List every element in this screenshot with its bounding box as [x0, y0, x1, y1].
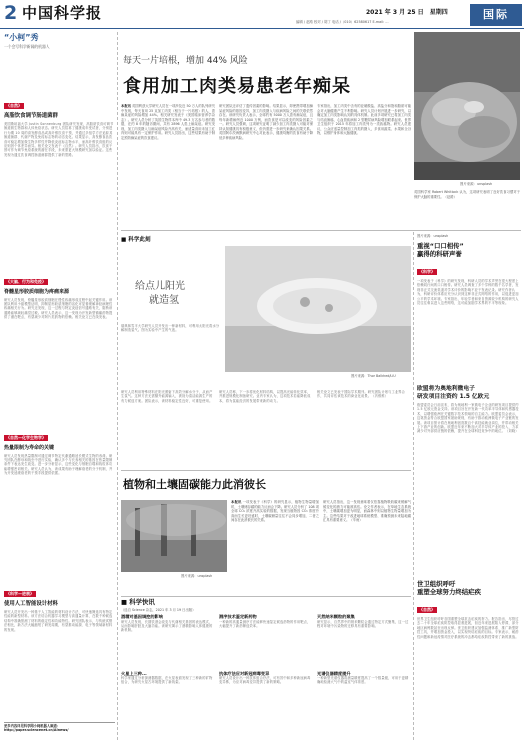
- right-story-2-body: 欧盟委员会日前宣布，将为奥地利一家微电子企业的研发项目提供约 1.5 亿欧元资金支持。该项目旨在开发新一代功率半导体和传感器技术，以增强欧洲在关键数字技术领域的自主能力。欧盟委员会表示，这笔资金符合欧盟国家援助规则，有助于推动欧洲微电子产业链的发展。该项目预计将在奥地利创造数百个高技能就业岗位，并带动相关上下游产业的创新。欧盟近年来不断加大对半导体产业的投入，力求减少对外部供应链的依赖，提升在全球科技竞争中的地位。（刘晓）: [417, 403, 519, 434]
- article-body: 美国斯坦福大学 Justin Sonnenburg 团队研究发现，高脂肪饮食可调节肠道微生物群和人体免疫状态。研究人员招募了健康成年受试者，分别进行为期 10 周的高发酵食品或高纤维饮食干预，并通过多组学方法追踪其肠道菌群、代谢产物及免疫标志物的动态变化。结果显示，高发酵食品饮食可稳定增加微生物多样性并降低炎症标志物水平，而高纤维饮食组的反应则因个体差异而异。相关论文发表于《自然》。研究人员指出，饮食干预可作为调节免疫系统的潜在手段，未来需更大规模研究加以验证。这些发现为通过饮食调控肠道菌群提供了新的思路。: [4, 122, 114, 157]
- flash-col-3: [317, 614, 411, 738]
- science-photo-body: 瑞典林雪平大学研究人员开发出一种新材料，可利用太阳光将水分解制造氢气。图为实验中产生的气泡。: [121, 324, 220, 333]
- science-headline-1: 给点儿阳光: [135, 281, 185, 292]
- lead-byline: 本报讯: [121, 104, 131, 108]
- right-story-1: [417, 242, 521, 382]
- lead-body-2: 研究团队还评估了遗传因素的影响。结果显示，即使携带增加痴呆症风险的基因变异，加工肉类摄入与疾病风险之间的关联依然存在。该研究负责人表示，全球约有 5000 万人患有痴呆症，且每年新增病例近 1000 万例，而饮食是可以改变的风险因素之一。研究人员强调，这项研究证明了减少加工肉类摄入可能对保持认知健康具有积极意义，但仍需进一步研究来确认因果关系。英国阿尔茨海默病研究中心对此表示，健康均衡的饮食有助于降低多种疾病风险。: [219, 104, 313, 140]
- flash-item-body: 一种新型光谱仪器将测量精度提高了一个数量级，可用于更精确地检测大气中的温室气体浓度。: [317, 676, 409, 685]
- lead-kicker: 每天一片培根，增加 44% 风险: [123, 56, 248, 66]
- lead-story: [121, 32, 411, 228]
- lead-body-3: 专家指出，加工肉类中含有的亚硝酸盐、高盐分和饱和脂肪可能会对大脑健康产生不利影响。研究人员计划开展进一步研究，以确定加工肉类影响认知的具体机制。此前多项研究已将加工肉类与结直肠癌、心血管疾病和 2 型糖尿病风险增加联系起来。世界卫生组织于 2015 年将加工肉类列为一类致癌物。研究人员建议，公众应适量控制加工肉类的摄入，多食用蔬菜、水果和全谷物，以维护身体和大脑健康。: [317, 104, 411, 135]
- right-caption: 图片来源：unsplash: [417, 234, 449, 238]
- weekday-text: 星期四: [429, 9, 448, 16]
- article-title: 热量限制为寿命的关键: [4, 445, 55, 451]
- right-story-3-title-1: 世卫组织呼吁: [417, 580, 456, 588]
- right-story-1-body: 一项发表于《科学》的研究发现，科研人员的学术声誉在很大程度上依赖同行间的口口相传。研究人员调查了多个学科的数千名学者，发现非正式交流渠道对学术评价的影响不亚于发表记录。研究作者认为，科研评价体系应充分认识到这种非正式网络的作用，以促进更加公平的学术环境。专家指出，年轻学者和来自资源较少机构的研究人员往往难以进入这些网络，这可能加剧学术界的不平等现象。: [417, 279, 519, 306]
- section-tab: [470, 4, 522, 26]
- flash-item-title: 测序技术鉴定新药物: [219, 614, 257, 619]
- flask-photo: [225, 246, 411, 372]
- soil-byline: 本报讯: [231, 500, 242, 504]
- left-footer: 更多内容详见科学网小柯机器人频道：http://paper.sciencenet.cn/AInews/: [4, 722, 115, 736]
- left-article-3: [4, 424, 115, 574]
- article-source-label: 《自然—化学生物学》: [6, 435, 46, 440]
- lead-divider: [121, 230, 521, 231]
- masthead: [0, 0, 524, 30]
- article-body: 研究人员开发出一种基于人工智能的材料设计方法，可快速筛选具有特定性能的新型材料。该方法结合机器学习模型与高通量计算，在数千种候选结构中准确预测了材料的稳定性和功能特性。研究团队表示，与传统试错法相比，新方法大幅缩短了研发周期，有望推动能源、电子等领域新材料的发现。: [4, 610, 113, 632]
- right-story-2: [417, 386, 521, 576]
- left-article-4: [4, 580, 115, 720]
- editor-line: 编辑 / 赵路 校对 / 胡丁 电话 /（010）62580617 E-mail: ...: [296, 20, 389, 24]
- mid-divider: [121, 470, 411, 471]
- flash-col-2: [219, 614, 313, 738]
- science-headline-2: 就造氢: [149, 295, 179, 306]
- forest-photo: [121, 500, 227, 572]
- flash-item-title: 抗体疗法应对新冠病毒变异: [219, 670, 270, 676]
- xiaoke-subtitle: 一个会写科学新闻的机器人: [4, 44, 50, 49]
- date-text: 2021 年 3 月 25 日: [366, 9, 424, 16]
- right-story-3-body: 世界卫生组织呼吁各国重塑全球抗击疟疾的努力。报告指出，尽管过去二十年全球疟疾防控取得显著进展，但近年来进展陷入停滞，部分地区病例数甚至出现反弹。世卫组织建议加强监测体系、推广新型防控工具，并增加资金投入，以实现终结疟疾的目标。专家表示，耐药性问题和新冠疫情对医疗系统的冲击都给疟疾防控带来了新的挑战。: [417, 617, 519, 639]
- soil-image-caption: 图片来源：unsplash: [181, 574, 213, 578]
- left-article-2: [4, 268, 115, 418]
- xiaoke-title: “小柯”秀: [4, 33, 39, 42]
- flash-item-title: 天然纳米颗粒的聚集: [317, 614, 355, 619]
- right-story-3-title-2: 重塑全球努力终结疟疾: [417, 588, 481, 596]
- flash-title-text: 科学快讯: [129, 598, 155, 606]
- lead-body-1: 本报讯 英国利兹大学研究人员在一项涉及近 50 万人的队列研究中发现，每天食用 25 克加工肉类（相当于一片培根）的人，患痴呆症的风险增加 44%。相关研究发表于《美国临床营养学杂志》。研究人员分析了英国生物样本库中 49.3 万名参与者的数据，在约 8 年的随访期间，共有 2896 人患上痴呆症。研究发现，加工肉类摄入与痴呆症风险升高有关，而适量食用未加工红肉则可能具有一定保护作用。研究人员指出，这些结果有助于制定预防痴呆症的饮食建议。: [121, 104, 215, 140]
- section-name: 国际: [483, 8, 509, 21]
- masthead-rule: [0, 28, 524, 29]
- right-body-top: 英国科学家 Robert Whitlock 认为，这项研究表明了良好饮食习惯对于保护大脑的重要性。（赵路）: [414, 190, 520, 199]
- right-story-2-title-2: 研发项目注资约 1.5 亿欧元: [417, 393, 490, 400]
- science-text-2: 研究人员称，下一步将优化材料结构，以提高光能转化效率，并推进规模化制备研究。业内专家认为，这项技术若能降低成本，将为氢能经济的发展带来新的动力。: [219, 390, 311, 403]
- science-photo-block: [121, 236, 411, 386]
- science-text-block: [121, 390, 411, 468]
- soil-headline: 植物和土壤固碳能力此消彼长: [123, 478, 266, 491]
- article-title: 高脂饮食调节肠道菌群: [4, 113, 58, 119]
- science-photo-credit: 图片来源：Thor Balkhed/LiU: [351, 374, 396, 378]
- science-photo-label-text: 科学此刻: [128, 237, 151, 243]
- article-title: 使用人工智能设计材料: [4, 601, 58, 607]
- article-body: 研究人员发现热量限制可通过调节特定代谢通路延长模式生物的寿命。研究团队在酵母和线虫中进行实验，确认多个与长寿相关的基因在热量限制条件下表达发生改变。进一步分析显示，这些变化与细胞自噬和线粒体功能增强密切相关。研究人员认为，该成果有助于理解衰老的分子机制，并为开发延缓衰老的干预手段提供依据。: [4, 453, 113, 476]
- flash-item-body: 科学家通过分析探测器数据，在火星表面发现了三种新的矿物组合，为研究火星古环境提供了新线索。: [121, 676, 213, 685]
- flash-divider: [121, 596, 411, 597]
- flash-source: （选自 Science 杂志，2021 年 3 月 19 日出版）: [121, 608, 196, 612]
- science-text-1: 研究人员利用特殊材料在阳光照射下高效分解水分子，从而产生氢气。这种方法无需额外能源输入，被视为清洁能源生产的有力候选方案。团队表示，该材料稳定性良好，可重复使用。: [121, 390, 213, 403]
- lead-image: [414, 32, 520, 180]
- article-title: 脊髓星形胶质细胞为疼痛来源: [4, 289, 70, 295]
- lead-image-caption: 图片来源：unsplash: [460, 182, 493, 186]
- right-story-2-title-1: 欧盟将为奥地利微电子: [417, 386, 475, 392]
- right-story-1-title-1: 重视“口口相传”: [417, 242, 464, 250]
- article-source-label: 《大脑、行为和免疫》: [6, 279, 46, 284]
- column-divider: [117, 32, 118, 740]
- right-story-3-label: 《自然》: [419, 607, 435, 612]
- left-article-1: [4, 92, 115, 262]
- flash-item-body: 研究人员发现，长期饮酒会改变与代谢相关基因的表达模式，从而影响肝脏及大脑功能。该研究揭示了酒精影响人体健康的新机制。: [121, 619, 213, 633]
- article-body: 研究人员发现，脊髓星形胶质细胞在慢性疼痛形成过程中起关键作用。该团队利用小鼠模型证明，抑制星形胶质细胞的活化可显著缓解神经病理性疼痛相关行为。研究还发现，这一过程与特定炎症信号通路有关，阻断该通路能够减轻痛觉过敏。研究人员表示，这一发现为开发新型镇痛药物提供了潜在靶点，有望减少对阿片类药物的依赖。相关论文已在线发表。: [4, 297, 113, 320]
- flash-item-title: 光谱仪器精度提升: [317, 670, 351, 676]
- right-story-1-title-2: 赢得的科研声誉: [417, 250, 462, 258]
- science-flash: [121, 598, 411, 740]
- flash-item-body: 研究显示，自然界中的纳米颗粒会通过特定方式聚集，这一过程对环境中污染物的迁移具有重要影响。: [317, 619, 409, 628]
- issue-date: [366, 9, 448, 17]
- flash-col-1: [121, 614, 215, 738]
- flash-title: ■ 科学快讯: [121, 598, 155, 606]
- science-photo-label: ■ 科学此刻: [121, 237, 151, 243]
- article-source-label: 《自然》: [6, 103, 22, 108]
- flash-item-body: 研究人员设计出一种抗体组合疗法，可有效中和多种新冠病毒变异株，为应对病毒变异提供了新的策略。: [219, 676, 311, 685]
- science-text-3: 相关论文已发表于国际学术期刊。研究团队计划与工业界合作，共同评估该技术的商业化前景。（冯维维）: [317, 390, 406, 399]
- meat-photo: [414, 32, 520, 180]
- xiaoke-header: [4, 32, 115, 54]
- paper-name: 中国科学报: [22, 4, 103, 22]
- science-photo: [225, 246, 411, 372]
- soil-story: [121, 474, 411, 594]
- soil-image: [121, 500, 227, 572]
- right-column-divider: [413, 232, 414, 740]
- right-column: [417, 234, 521, 740]
- lead-headline: 食用加工肉类易患老年痴呆: [123, 76, 351, 97]
- right-story-1-label: 《科学》: [419, 269, 435, 274]
- article-source-label: 《科学—进展》: [6, 591, 34, 596]
- soil-body-2: 研究人员指出，这一发现意味着仅依靠植物吸收碳来缓解气候变化的潜力可能被高估。论文作者表示，在草地生态系统中，土壤碳增加更为明显，而森林中则以植物生物量增加为主。这些结果对于改进地球系统模型、准确预测未来陆地碳汇具有重要意义。（辛雨）: [323, 500, 411, 522]
- page-number: 2: [4, 2, 18, 24]
- right-story-3: [417, 580, 521, 740]
- flash-item-body: 一种新的高通量测序方法能够快速鉴定候选药物的作用靶点，大幅提升了新药筛选效率。: [219, 619, 311, 628]
- soil-body-1: 本报讯 一项发表于《科学》的研究显示，植物生物量增加时，土壤储存碳的能力反而会下降。研究人员分析了 108 项全球 CO₂ 浓度升高实验的数据，发现当植物因 CO₂ 浓度升高而生长更旺盛时，土壤碳储量往往不会同步增加，二者之间存在此消彼长的关系。: [231, 500, 319, 522]
- flash-item-title: 火星上三种...: [121, 670, 147, 676]
- left-column: [4, 32, 115, 738]
- flash-item-title: 酒精对基因调控的影响: [121, 614, 163, 619]
